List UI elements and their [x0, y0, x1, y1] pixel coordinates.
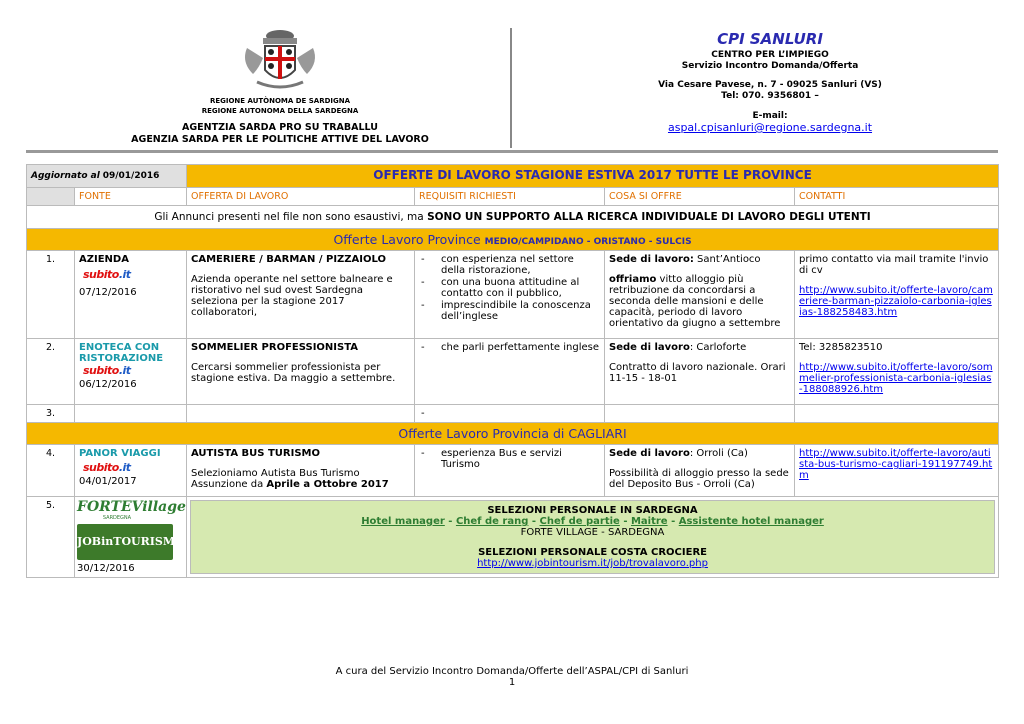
offer-cell: [187, 251, 415, 339]
workplace: : Carloforte: [689, 342, 747, 353]
column-header-offer: OFFERTA DI LAVORO: [187, 188, 415, 206]
role-link[interactable]: Chef de rang: [455, 516, 529, 527]
job-in-tourism-logo: JOBinTOURISM: [77, 524, 173, 560]
sardinia-coat-of-arms-icon: [235, 28, 325, 94]
notice: [27, 206, 999, 229]
header-left: [60, 24, 500, 148]
section-title-provinces: [27, 229, 999, 251]
header-divider: [510, 28, 512, 148]
job-period: Aprile a Ottobre 2017: [266, 479, 389, 490]
source-cell: [75, 445, 187, 497]
page-number: 1: [508, 677, 516, 688]
contact-link[interactable]: http://www.subito.it/offerte-lavoro/autista-bus-turismo-cagliari-191197749.htm: [799, 448, 993, 481]
offer-cell: [187, 445, 415, 497]
benefits-cell: [605, 251, 795, 339]
row-number: 5.: [27, 497, 75, 578]
requirements-cell: [415, 251, 605, 339]
selections-title-sardinia: SELEZIONI PERSONALE IN SARDEGNA: [487, 505, 698, 516]
contacts-cell: [795, 251, 999, 339]
contact-text: Tel: 3285823510: [799, 342, 883, 353]
email-link[interactable]: aspal.cpisanluri@regione.sardegna.it: [667, 121, 873, 134]
section1-subtitle: MEDIO/CAMPIDANO - ORISTANO - SULCIS: [484, 237, 692, 247]
table-row: [27, 339, 999, 405]
agency-name-sardinian: AGENTZIA SARDA PRO SU TRABALLU: [182, 122, 378, 133]
requirement-item: - esperienza Bus e servizi Turismo: [419, 448, 600, 470]
selections-box: [190, 500, 995, 574]
header-blank: [27, 188, 75, 206]
footer-text: A cura del Servizio Incontro Domanda/Offerte dell’ASPAL/CPI di Sanluri: [335, 666, 689, 677]
center-name: CENTRO PER L’IMPIEGO: [711, 50, 829, 60]
offer-bold: offriamo: [609, 274, 657, 285]
source-name: PANOR VIAGGI: [79, 448, 161, 459]
column-header-contacts: CONTATTI: [795, 188, 999, 206]
document-title: OFFERTE DI LAVORO STAGIONE ESTIVA 2017 TUTTE LE PROVINCE: [187, 165, 999, 188]
region-name-sardinian: REGIONE AUTÒNOMA DE SARDIGNA: [209, 97, 351, 105]
job-description: Selezioniamo Autista Bus Turismo: [191, 468, 360, 479]
contact-link[interactable]: http://www.subito.it/offerte-lavoro/sommelier-professionista-carbonia-iglesias-188088926.htm: [799, 362, 993, 395]
offer-text: Contratto di lavoro nazionale. Orari 11-15 - 18-01: [609, 362, 786, 384]
contacts-cell: [795, 445, 999, 497]
job-offers-table: [26, 164, 999, 578]
subito-logo: subito.it: [83, 268, 131, 281]
role-link[interactable]: Chef de partie: [539, 516, 620, 527]
requirement-item: - imprescindibile la conoscenza dell’inglese: [419, 300, 600, 322]
requirement-item: - che parli perfettamente inglese: [419, 342, 600, 353]
job-title: CAMERIERE / BARMAN / PIZZAIOLO: [191, 254, 387, 265]
address: Via Cesare Pavese, n. 7 - 09025 Sanluri (VS): [658, 80, 882, 90]
contact-text: primo contatto via mail tramite l'invio di cv: [799, 254, 989, 276]
benefits-cell: [605, 405, 795, 423]
selections-cell: [187, 497, 999, 578]
source-cell: [75, 251, 187, 339]
forte-village-logo: FORTEVillage: [77, 499, 186, 515]
requirements-cell: [415, 445, 605, 497]
forte-village-logo-sub: SARDEGNA: [102, 515, 132, 521]
section-title-cagliari: Offerte Lavoro Provincia di CAGLIARI: [27, 423, 999, 445]
table-row: [27, 497, 999, 578]
role-link[interactable]: Maitre: [630, 516, 668, 527]
role-link[interactable]: Assistente hotel manager: [678, 516, 824, 527]
column-header-benefits: COSA SI OFFRE: [605, 188, 795, 206]
workplace-label: Sede di lavoro: [609, 342, 690, 353]
row-number: 2.: [27, 339, 75, 405]
selections-title-cruise: SELEZIONI PERSONALE COSTA CROCIERE: [478, 547, 707, 558]
row-number: 1.: [27, 251, 75, 339]
column-header-source: FONTE: [75, 188, 187, 206]
roles-list: Hotel manager - Chef de rang - Chef de partie - Maitre - Assistente hotel manager: [361, 516, 824, 527]
requirement-dash: -: [421, 408, 425, 419]
job-description: Azienda operante nel settore balneare e ristorativo nel sud ovest Sardegna seleziona per la stagione 2017 collaboratori,: [191, 274, 393, 318]
telephone: Tel: 070. 9356801 –: [721, 91, 819, 101]
job-title: AUTISTA BUS TURISMO: [191, 448, 321, 459]
job-period-label: Assunzione da: [191, 479, 267, 490]
source-cell: [75, 405, 187, 423]
section1-title: Offerte Lavoro Province: [333, 232, 485, 247]
contacts-cell: [795, 339, 999, 405]
agency-name-italian: AGENZIA SARDA PER LE POLITICHE ATTIVE DEL LAVORO: [131, 134, 429, 145]
header-right: [540, 28, 1000, 148]
workplace: Sant’Antioco: [693, 254, 761, 265]
updated-date: 09/01/2016: [102, 171, 160, 181]
offer-text: vitto alloggio più retribuzione da concordarsi a seconda delle mansioni e delle capacità, periodo di lavoro orientativo da giugno a settembre: [609, 274, 781, 329]
workplace: : Orroli (Ca): [689, 448, 748, 459]
post-date: 30/12/2016: [77, 563, 135, 574]
job-description: Cercarsi sommelier professionista per stagione estiva. Da maggio a settembre.: [191, 362, 396, 384]
source-cell: [75, 497, 187, 578]
jobintourism-link[interactable]: http://www.jobintourism.it/job/trovalavoro.php: [477, 558, 708, 569]
workplace-label: Sede di lavoro: [609, 448, 690, 459]
row-number: 3.: [27, 405, 75, 423]
table-row: [27, 251, 999, 339]
notice-bold: SONO UN SUPPORTO ALLA RICERCA INDIVIDUALE DI LAVORO DEGLI UTENTI: [427, 211, 871, 223]
contacts-cell: [795, 405, 999, 423]
requirements-cell: [415, 405, 605, 423]
workplace-label: Sede di lavoro:: [609, 254, 694, 265]
requirements-cell: [415, 339, 605, 405]
column-header-requirements: REQUISITI RICHIESTI: [415, 188, 605, 206]
table-row: [27, 445, 999, 497]
post-date: 06/12/2016: [79, 379, 137, 390]
job-title: SOMMELIER PROFESSIONISTA: [191, 342, 358, 353]
source-name: AZIENDA: [79, 254, 129, 265]
region-name-italian: REGIONE AUTONOMA DELLA SARDEGNA: [201, 107, 359, 115]
notice-text: Gli Annunci presenti nel file non sono esaustivi, ma: [154, 211, 428, 223]
requirement-item: - con una buona attitudine al contatto con il pubblico,: [419, 277, 600, 299]
updated-label: Aggiornato al: [31, 171, 100, 181]
subito-logo: subito.it: [83, 461, 131, 474]
role-link[interactable]: Hotel manager: [361, 516, 445, 527]
requirement-item: - con esperienza nel settore della ristorazione,: [419, 254, 600, 276]
benefits-cell: [605, 445, 795, 497]
source-cell: [75, 339, 187, 405]
source-name: ENOTECA CON RISTORAZIONE: [79, 342, 164, 364]
service-name: Servizio Incontro Domanda/Offerta: [681, 61, 859, 71]
footer: [0, 666, 1024, 688]
offer-cell: [187, 405, 415, 423]
table-row: [27, 405, 999, 423]
updated-date-cell: [27, 165, 187, 188]
offer-cell: [187, 339, 415, 405]
offer-text: Possibilità di alloggio presso la sede del Deposito Bus - Orroli (Ca): [609, 468, 789, 490]
row-number: 4.: [27, 445, 75, 497]
selections-place: FORTE VILLAGE - SARDEGNA: [520, 527, 665, 538]
subito-logo: subito.it: [83, 364, 131, 377]
email-label: E-mail:: [752, 111, 788, 121]
contact-link[interactable]: http://www.subito.it/offerte-lavoro/cameriere-barman-pizzaiolo-carbonia-iglesias-188258483.htm: [799, 285, 993, 318]
cpi-title: CPI SANLURI: [717, 30, 823, 48]
header-rule: [26, 150, 998, 153]
benefits-cell: [605, 339, 795, 405]
post-date: 07/12/2016: [79, 287, 137, 298]
post-date: 04/01/2017: [79, 476, 137, 487]
